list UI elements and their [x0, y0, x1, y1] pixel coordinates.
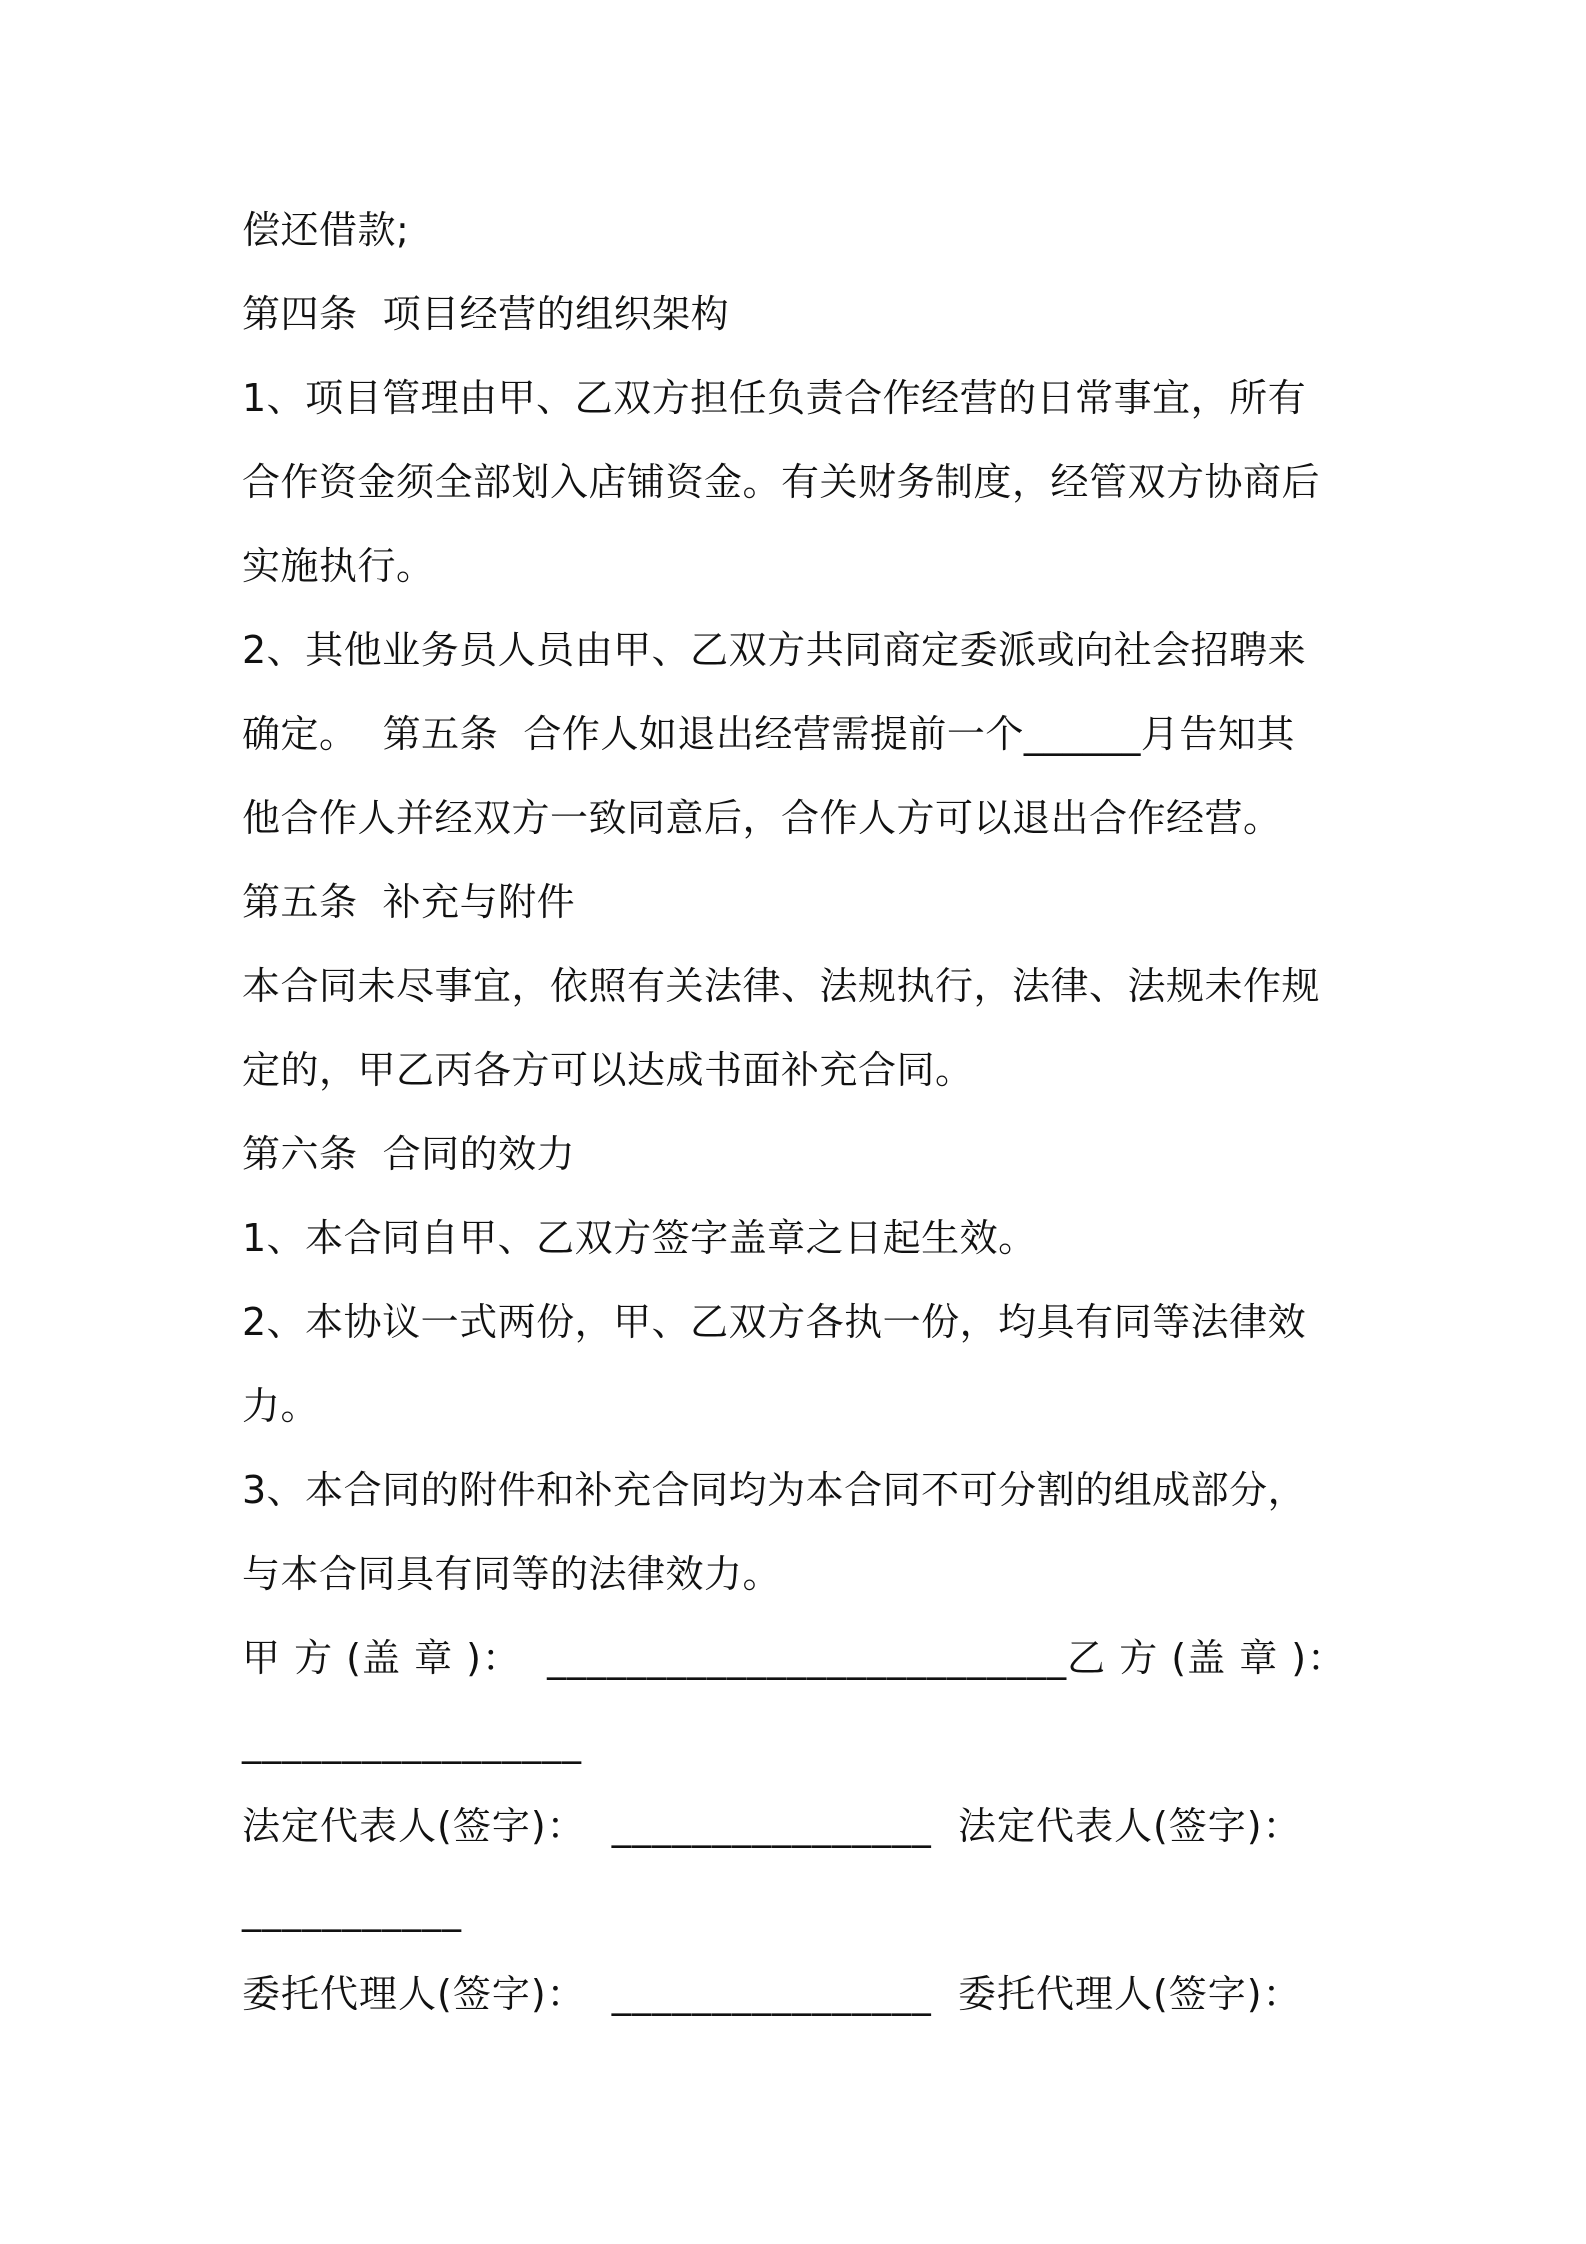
signature-line-authorized-agent: 委托代理人(签字)： ________________ 委托代理人(签字)： [242, 1972, 1302, 2016]
signature-blank: _________________ [242, 1720, 582, 1764]
signature-line-party-a-b: 甲 方 (盖 章 )： __________________________乙 方 (盖 章 )： [242, 1636, 1347, 1680]
text-line: 定的，甲乙丙各方可以达成书面补充合同。 [242, 1048, 974, 1092]
text-line: 与本合同具有同等的法律效力。 [242, 1552, 782, 1596]
section-heading: 第五条 补充与附件 [242, 880, 576, 924]
signature-blank: ___________ [242, 1888, 462, 1932]
text-line: 本合同未尽事宜，依照有关法律、法规执行，法律、法规未作规 [242, 964, 1321, 1008]
text-line: 他合作人并经双方一致同意后，合作人方可以退出合作经营。 [242, 796, 1282, 840]
text-line: 力。 [242, 1384, 320, 1428]
section-heading: 第六条 合同的效力 [242, 1132, 576, 1176]
signature-line-legal-representative: 法定代表人(签字)： ________________ 法定代表人(签字)： [242, 1804, 1302, 1848]
text-line: 1、本合同自甲、乙双方签字盖章之日起生效。 [242, 1216, 1037, 1260]
text-line: 2、其他业务员人员由甲、乙双方共同商定委派或向社会招聘来 [242, 628, 1307, 672]
text-line: 1、项目管理由甲、乙双方担任负责合作经营的日常事宜，所有 [242, 376, 1307, 420]
text-line: 3、本合同的附件和补充合同均为本合同不可分割的组成部分， [242, 1468, 1307, 1512]
section-heading: 第四条 项目经营的组织架构 [242, 292, 730, 336]
text-line: 确定。 第五条 合作人如退出经营需提前一个______月告知其 [242, 712, 1295, 756]
text-line: 实施执行。 [242, 544, 435, 588]
text-line: 合作资金须全部划入店铺资金。有关财务制度，经管双方协商后 [242, 460, 1321, 504]
text-line: 2、本协议一式两份，甲、乙双方各执一份，均具有同等法律效 [242, 1300, 1307, 1344]
text-line: 偿还借款; [242, 208, 410, 252]
